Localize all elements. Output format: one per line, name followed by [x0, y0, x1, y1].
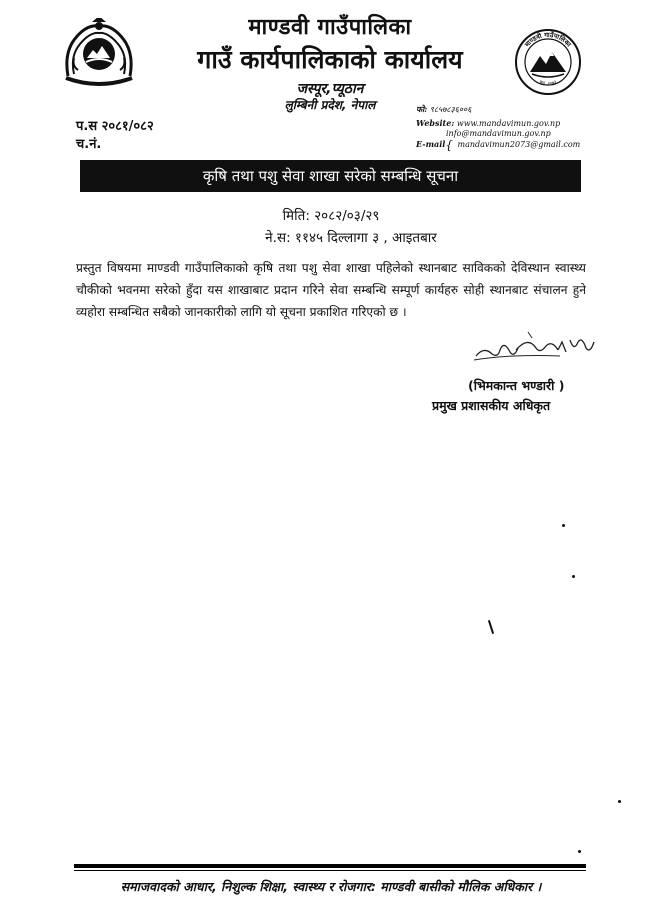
email-secondary[interactable]: mandavimun2073@gmail.com — [457, 140, 581, 149]
phone-row — [416, 104, 596, 115]
contact-info — [416, 104, 596, 150]
district-address: जस्पूर,प्यूठान — [296, 81, 364, 97]
fiscal-year: प.स २०८१/०८२ — [76, 119, 154, 134]
scan-speck — [572, 575, 575, 578]
phone-label: फो: — [416, 104, 428, 114]
notice-subject-banner: कृषि तथा पशु सेवा शाखा सरेको सम्बन्धि सूचना — [80, 160, 581, 192]
email-primary[interactable]: info@mandavimun.gov.np — [446, 129, 551, 138]
dispatch-number: च.नं. — [76, 137, 102, 152]
scan-speck — [562, 524, 565, 527]
website-row — [416, 118, 596, 129]
province-address: लुम्बिनी प्रदेश, नेपाल — [284, 98, 376, 112]
brace-glyph: { — [445, 138, 453, 152]
notice-date: मिति: २०८२/०३/२९ — [282, 208, 380, 224]
reference-block — [76, 118, 154, 154]
signatory-title: प्रमुख प्रशासकीय अधिकृत — [432, 398, 551, 413]
email-row-2 — [416, 139, 596, 150]
footer-rule-thin — [74, 870, 586, 871]
letterhead-title — [140, 14, 520, 112]
website-label: Website: — [416, 118, 455, 128]
municipality-name: माण्डवी गाउँपालिका — [248, 15, 412, 40]
nepal-sambat-date: ने.स: ११४५ दिल्लागा ३ , आइतबार — [265, 230, 437, 246]
handwritten-signature — [470, 328, 600, 368]
notice-body: प्रस्तुत विषयमा माण्डवी गाउँपालिकाको कृषि तथा पशु सेवा शाखा पहिलेको स्थानबाट साविकको देविस्थान स्वास्थ्य चौकीको भवनमा सरेको हुँदा यस शाखाबाट प्रदान गरिने सेवा सम्बन्धि सम्पूर्ण कार्यहरु सोही स्थानबाट संचालन हुने व्यहोरा सम्बन्धित सबैको जानकारीको लागि यो सूचना प्रकाशित गरिएको छ । — [76, 261, 586, 319]
logo-ring-text: माण्डवी गाउँपालिका — [523, 30, 573, 49]
scan-speck — [578, 850, 581, 853]
scan-mark — [488, 620, 494, 634]
nepal-emblem-icon — [60, 18, 138, 88]
svg-text:माण्डवी गाउँपालिका — [523, 31, 573, 49]
municipality-logo-icon — [514, 28, 582, 96]
signatory-name: (भिमकान्त भण्डारी ) — [468, 378, 565, 393]
email-row-1 — [416, 129, 596, 139]
email-label: E-mail — [416, 139, 446, 149]
phone-number: ९८५७८३६००६ — [429, 105, 472, 114]
footer-slogan: समाजवादको आधार, निशुल्क शिक्षा, स्वास्थ्य र रोजगार: माण्डवी बासीको मौलिक अधिकार । — [120, 879, 542, 894]
website-link[interactable]: www.mandavimun.gov.np — [456, 119, 561, 128]
svg-text:स्था. २०७३ — [539, 80, 558, 87]
office-name: गाउँ कार्यपालिकाको कार्यालय — [197, 45, 463, 74]
logo-caption-text: स्था. २०७३ — [538, 80, 558, 87]
footer-rule — [74, 864, 586, 868]
scan-speck — [618, 800, 621, 803]
